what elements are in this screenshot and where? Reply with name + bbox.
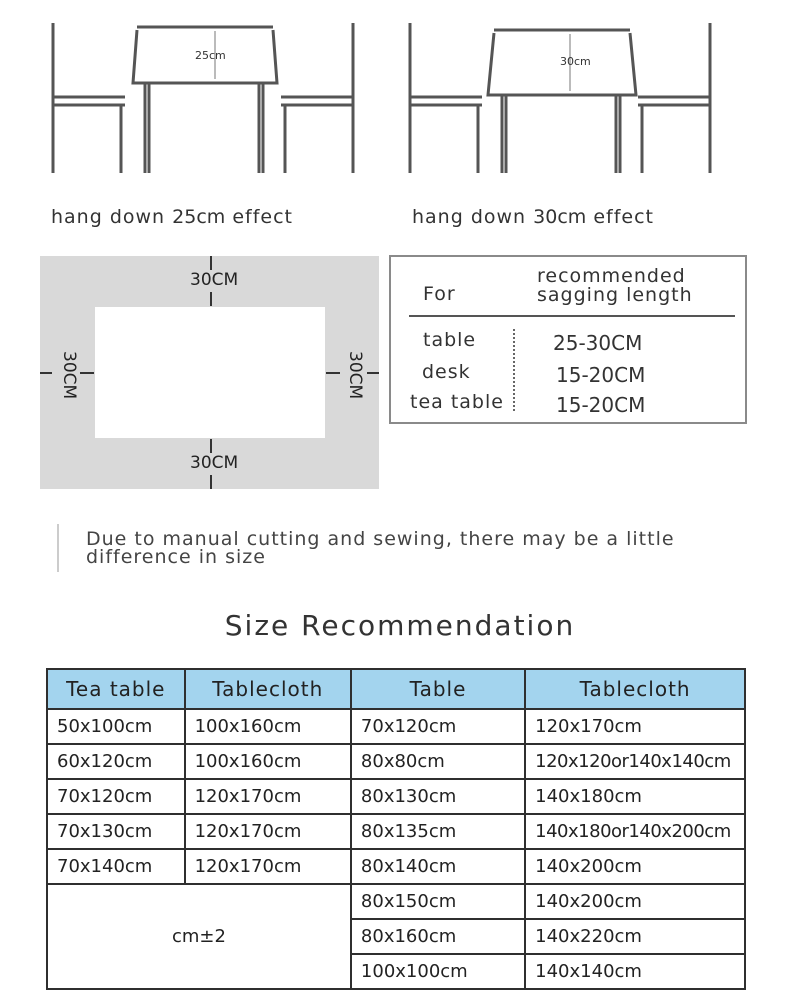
caption-value: 30cm bbox=[533, 206, 587, 228]
caption-suffix: effect bbox=[225, 206, 293, 228]
table-cell: 140x180cm bbox=[525, 779, 745, 814]
table-cell: 120x170cm bbox=[525, 709, 745, 744]
table-row bbox=[47, 884, 745, 919]
table-cell: 100x160cm bbox=[185, 709, 351, 744]
header-divider bbox=[409, 315, 735, 317]
note-accent-bar bbox=[57, 524, 59, 572]
table-cell: 120x170cm bbox=[185, 779, 351, 814]
table-cell: 140x220cm bbox=[525, 919, 745, 954]
header-tea-table: Tea table bbox=[47, 669, 185, 709]
dimension-tick bbox=[40, 372, 52, 374]
table-cell: 70x140cm bbox=[47, 849, 185, 884]
row-item: table bbox=[423, 329, 477, 351]
caption-value: 25cm bbox=[172, 206, 226, 228]
table-cell: 140x200cm bbox=[525, 849, 745, 884]
table-cell: 80x130cm bbox=[351, 779, 525, 814]
table-chairs-drawing bbox=[402, 15, 722, 185]
table-row bbox=[47, 744, 745, 779]
table-cell: 140x140cm bbox=[525, 954, 745, 989]
table-row bbox=[47, 814, 745, 849]
row-item: tea table bbox=[410, 391, 504, 413]
dimension-tick bbox=[367, 372, 379, 374]
dimension-tick bbox=[210, 439, 212, 453]
top-overhang-label: 30CM bbox=[190, 270, 239, 290]
table-cell: 120x170cm bbox=[185, 814, 351, 849]
bottom-overhang-label: 30CM bbox=[190, 453, 239, 473]
table-top-area bbox=[95, 307, 325, 438]
dimension-tick bbox=[210, 475, 212, 489]
dimension-tick bbox=[210, 292, 212, 306]
table-cell: 80x140cm bbox=[351, 849, 525, 884]
header-for: For bbox=[423, 283, 456, 305]
table-cell: 100x100cm bbox=[351, 954, 525, 989]
tolerance-note-cell: cm±2 bbox=[47, 884, 351, 989]
header-tablecloth: Tablecloth bbox=[185, 669, 351, 709]
header-recommended: recommended bbox=[537, 265, 686, 287]
caption-suffix: effect bbox=[586, 206, 654, 228]
size-recommendation-title: Size Recommendation bbox=[224, 609, 576, 642]
left-overhang-label: 30CM bbox=[59, 351, 79, 400]
column-divider bbox=[513, 329, 515, 411]
measure-label: 25cm bbox=[195, 49, 226, 62]
table-row bbox=[47, 709, 745, 744]
table-row bbox=[47, 849, 745, 884]
recommended-sagging-box bbox=[389, 255, 747, 424]
table-header-row bbox=[47, 669, 745, 709]
table-row bbox=[47, 779, 745, 814]
table-cell: 140x180or140x200cm bbox=[525, 814, 745, 849]
table-cell: 100x160cm bbox=[185, 744, 351, 779]
size-recommendation-table bbox=[46, 668, 746, 990]
table-illustration-30cm bbox=[402, 15, 722, 185]
size-disclaimer-note: Due to manual cutting and sewing, there may be a little difference in size bbox=[86, 528, 675, 568]
table-cell: 80x80cm bbox=[351, 744, 525, 779]
table-cell: 120x120or140x140cm bbox=[525, 744, 745, 779]
row-length: 15-20CM bbox=[556, 393, 646, 417]
tablecloth-overhang-diagram bbox=[40, 256, 379, 489]
row-item: desk bbox=[422, 361, 471, 383]
table-cell: 70x120cm bbox=[47, 779, 185, 814]
row-length: 25-30CM bbox=[553, 331, 643, 355]
table-chairs-drawing bbox=[45, 15, 365, 185]
table-cell: 50x100cm bbox=[47, 709, 185, 744]
caption-prefix: hang down bbox=[412, 206, 534, 228]
dimension-tick bbox=[80, 372, 94, 374]
table-cell: 60x120cm bbox=[47, 744, 185, 779]
header-sagging-length: sagging length bbox=[537, 284, 693, 306]
table-illustration-25cm bbox=[45, 15, 365, 185]
right-overhang-label: 30CM bbox=[345, 351, 365, 400]
table-cell: 70x130cm bbox=[47, 814, 185, 849]
caption-prefix: hang down bbox=[51, 206, 173, 228]
caption-25cm bbox=[51, 206, 293, 228]
caption-30cm bbox=[412, 206, 654, 228]
row-length: 15-20CM bbox=[556, 363, 646, 387]
dimension-tick bbox=[210, 256, 212, 270]
table-cell: 120x170cm bbox=[185, 849, 351, 884]
measure-label: 30cm bbox=[560, 55, 591, 68]
table-cell: 80x135cm bbox=[351, 814, 525, 849]
header-tablecloth: Tablecloth bbox=[525, 669, 745, 709]
dimension-tick bbox=[326, 372, 340, 374]
table-cell: 80x150cm bbox=[351, 884, 525, 919]
header-table: Table bbox=[351, 669, 525, 709]
table-cell: 80x160cm bbox=[351, 919, 525, 954]
table-cell: 70x120cm bbox=[351, 709, 525, 744]
table-cell: 140x200cm bbox=[525, 884, 745, 919]
